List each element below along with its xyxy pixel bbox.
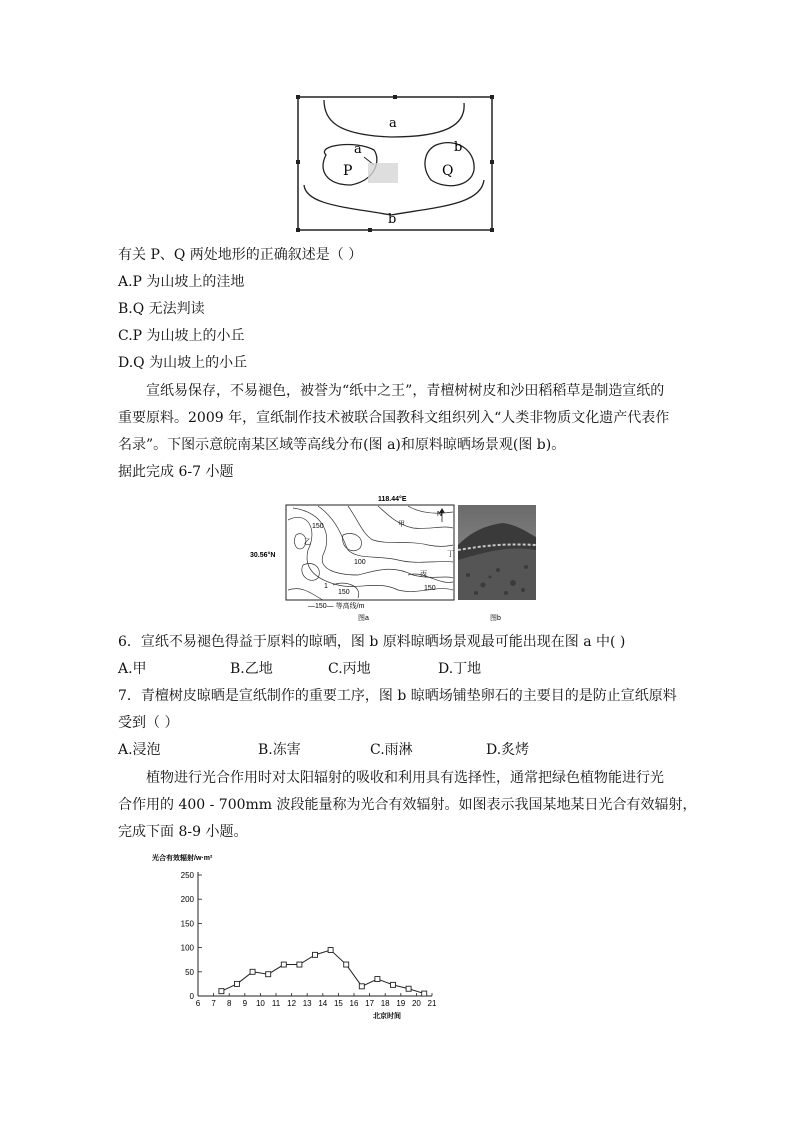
x-tick-label: 8	[226, 999, 232, 1008]
data-point	[250, 969, 255, 974]
x-tick-label: 19	[396, 999, 406, 1008]
y-tick-label: 50	[185, 967, 194, 977]
data-point	[266, 972, 271, 977]
caption-a: 图a	[358, 615, 369, 622]
data-point	[313, 952, 318, 957]
x-tick-label: 11	[271, 999, 281, 1008]
data-point	[328, 948, 333, 953]
x-tick-label: 12	[287, 999, 297, 1008]
contour-figure-1	[296, 95, 494, 232]
x-tick-label: 10	[255, 999, 265, 1008]
x-tick-label: 20	[411, 999, 421, 1008]
chart-xlabel: 北京时间	[373, 1013, 401, 1020]
data-point	[297, 962, 302, 967]
passage1-line2: 重要原料。2009 年，宣纸制作技术被联合国教科文组织列入“人类非物质文化遗产代表作	[118, 410, 670, 426]
q6-options	[118, 659, 481, 679]
q6-option-a: A.甲	[118, 661, 147, 677]
passage2-line2: 合作用的 400 - 700mm 波段能量称为光合有效辐射。如图表示我国某地某日光合有效辐射，	[118, 797, 697, 813]
x-tick-label: 17	[365, 999, 375, 1008]
contour-figure-1-svg	[296, 95, 494, 232]
label-P: P	[343, 163, 353, 179]
q5-option-d: D.Q 为山坡上的小丘	[118, 355, 248, 371]
q7-stem-line2: 受到（ ）	[118, 715, 179, 731]
y-tick-label: 100	[180, 943, 194, 953]
q7-option-c: C.雨淋	[370, 742, 413, 758]
longitude-label: 118.44°E	[378, 496, 407, 503]
q6-option-c: C.丙地	[328, 661, 371, 677]
par-chart	[150, 848, 450, 1023]
q5-option-b: B.Q 无法判读	[118, 301, 205, 317]
passage1-line1: 宣纸易保存，不易褪色，被誉为“纸中之王”，青檀树树皮和沙田稻稻草是制造宣纸的	[146, 383, 665, 399]
label-b-right: b	[454, 140, 463, 155]
x-tick-label: 7	[211, 999, 216, 1008]
x-tick-label: 21	[427, 999, 437, 1008]
passage2-line1: 植物进行光合作用时对太阳辐射的吸收和利用具有选择性，通常把绿色植物能进行光	[146, 770, 664, 786]
data-point	[235, 981, 240, 986]
contour-100: 100	[354, 559, 366, 566]
contour-map-figure-a	[248, 490, 458, 625]
place-yi: 乙	[304, 539, 311, 546]
data-point	[422, 991, 427, 996]
q7-option-b: B.冻害	[258, 742, 301, 758]
data-point	[359, 984, 364, 989]
q7-option-d: D.炙烤	[486, 742, 530, 758]
data-point	[281, 962, 286, 967]
y-tick-label: 200	[180, 895, 194, 905]
data-point	[406, 986, 411, 991]
y-tick-label: 250	[180, 871, 194, 880]
passage2-line3: 完成下面 8-9 小题。	[118, 824, 248, 840]
y-tick-label: 0	[189, 992, 194, 1001]
place-ding: 丁	[447, 551, 454, 558]
x-tick-label: 16	[349, 999, 359, 1008]
place-jia: 甲	[398, 521, 405, 528]
q6-stem: 6．宣纸不易褪色得益于原料的晾晒，图 b 原料晾晒场景观最可能出现在图 a 中( )	[118, 634, 626, 650]
data-point	[219, 989, 224, 994]
label-b-bottom: b	[388, 212, 397, 227]
label-a-mid: a	[354, 142, 362, 157]
contour-150b: 150	[424, 585, 436, 592]
contour-1: 1	[324, 583, 328, 590]
latitude-label: 30.56°N	[250, 552, 276, 559]
label-Q: Q	[442, 163, 454, 179]
caption-b: 图b	[490, 615, 501, 622]
q7-options	[118, 740, 529, 760]
q5-option-c: C.P 为山坡上的小丘	[118, 328, 245, 344]
chart-ylabel: 光合有效辐射/w·m²	[152, 855, 213, 862]
x-tick-label: 13	[302, 999, 312, 1008]
contour-150c: 150	[338, 589, 350, 596]
q6-option-b: B.乙地	[230, 661, 273, 677]
drying-field-photo-b	[458, 505, 536, 625]
x-tick-label: 9	[242, 999, 248, 1008]
passage1-line3: 名录”。下图示意皖南某区域等高线分布(图 a)和原料晾晒场景观(图 b)。	[118, 437, 566, 453]
data-point	[344, 962, 349, 967]
q5-option-a: A.P 为山坡上的洼地	[118, 274, 245, 290]
par-chart-svg	[150, 848, 450, 1023]
label-a-top: a	[389, 116, 397, 131]
x-tick-label: 15	[333, 999, 343, 1008]
data-point	[391, 982, 396, 987]
passage1-line4: 据此完成 6-7 小题	[118, 464, 234, 480]
q6-option-d: D.丁地	[438, 661, 482, 677]
contour-150a: 150	[312, 523, 324, 530]
q5-stem: 有关 P、Q 两处地形的正确叙述是（ ）	[118, 247, 363, 263]
contour-legend: —150— 等高线/m	[308, 603, 365, 610]
y-tick-label: 150	[180, 919, 194, 929]
place-bing: 丙	[420, 571, 427, 578]
q7-stem-line1: 7．青檀树皮晾晒是宣纸制作的重要工序，图 b 晾晒场铺垫卵石的主要目的是防止宣纸原料	[118, 688, 677, 704]
q7-option-a: A.浸泡	[118, 742, 161, 758]
x-tick-label: 18	[380, 999, 390, 1008]
x-tick-label: 14	[318, 999, 328, 1008]
x-tick-label: 6	[195, 999, 201, 1008]
north-label: N	[437, 511, 443, 518]
data-point	[375, 977, 380, 982]
